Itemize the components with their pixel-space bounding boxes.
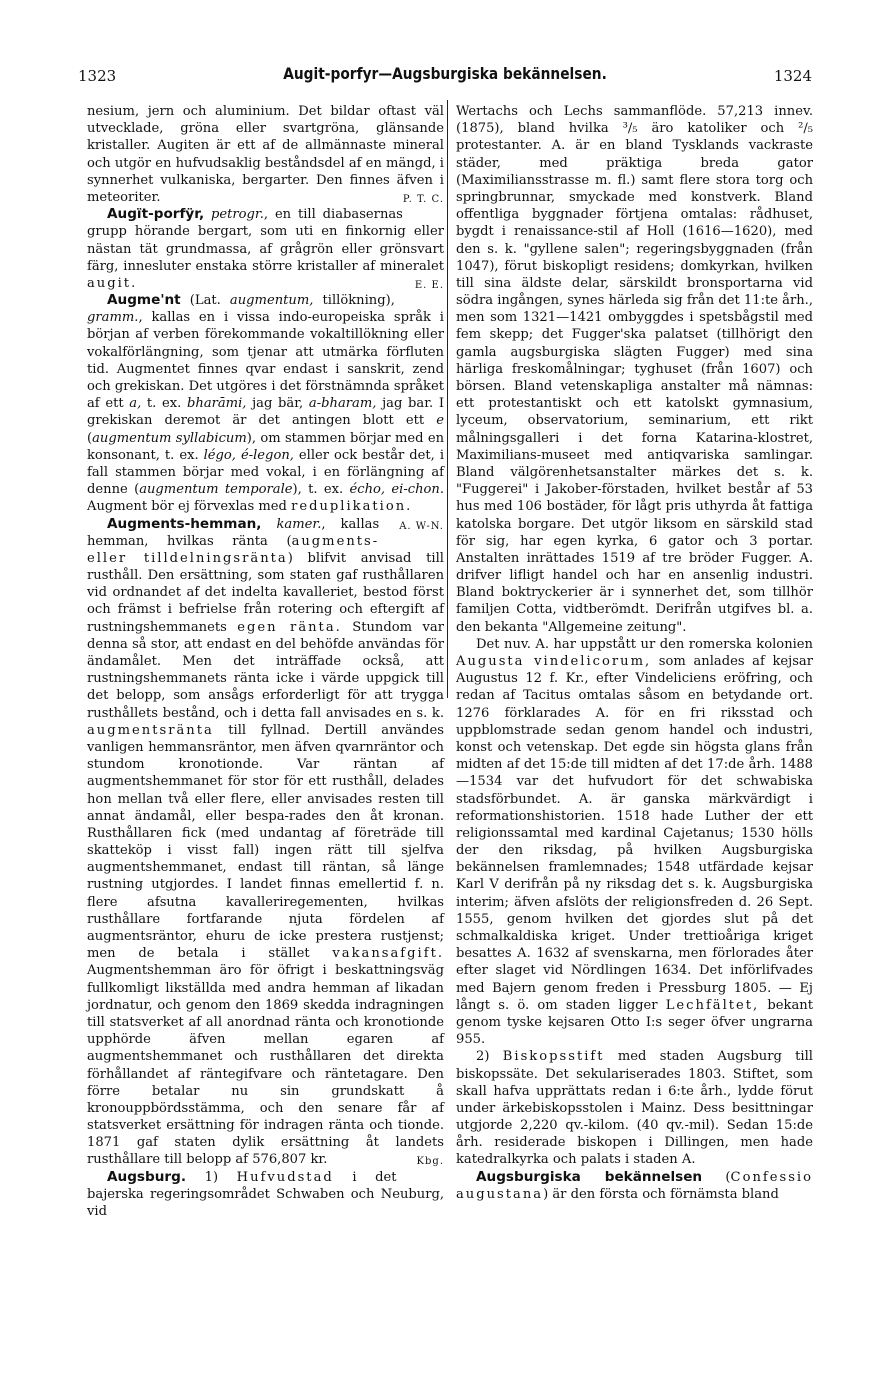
right-column [456, 103, 813, 1203]
author-signature: A. W-N. [399, 520, 444, 532]
page-number-right: 1324 [773, 67, 812, 85]
entry-augsburgiska-bekannelsen: Augsburgiska bekännelsen (Confessio augustana) är den första och förnämsta bland [456, 1168, 813, 1202]
entry-augsburg-continued: Wertachs och Lechs sammanflöde. 57,213 innev. (1875), bland hvilka ³/₅ äro katoliker och ²/₅ protestanter. A. är en bland Tysklands vackraste städer, med präktiga breda gator (Maximiliansstrasse m. fl.) samt flere stora torg och springbrunnar, smyckade med konstverk. Bland offentliga byggnader förtjena omtalas: rådhuset, bygdt i renaissance-stil af Holl (1616—1620), med den s. k. "gyllene salen"; regeringsbyggnaden (från 1047), förut biskopligt residens; domkyrkan, hvilken till sina äldste delar, särskildt bronsportarna vid södra ingången, synes härleda sig från det 11:te årh., men som 1321—1421 ombyggdes i spetsbågstil med fem skepp; det Fugger'ska palatset (tillhörigt den gamla augsburgiska slägten Fugger) med sina härliga freskomålningar; tyghuset (från 1607) och börsen. Bland vetenskapliga anstalter må nämnas: ett protestantiskt och ett katolskt gymnasium, lyceum, observatorium, seminarium, ett rikt målningsgalleri i det forna Katarina-klostret, Maximilians-museet med antiqvariska samlingar. Bland välgörenhetsanstalter märkes det s. k. "Fuggerei" i Jakober-förstaden, hvilket består af 53 hus med 106 bostäder, för lågt pris uthyrda åt fattiga katolska borgare. Det utgör liksom en särskild stad för sig, har egen kyrka, 6 gator och 3 portar. Anstalten inrättades 1519 af tre bröder Fugger. A. drifver lifligt handel och har en ansenlig industri. Bland boktryckerier är i synnerhet det, som tillhör familjen Cotta, vidtberömdt. Derifrån utgifves bl. a. den bekanta "Allgemeine zeitung". [456, 104, 814, 635]
page-header [78, 64, 812, 88]
augsburg-history: Det nuv. A. har uppstått ur den romerska kolonien Augusta vindelicorum, som anlades af kejsar Augustus 12 f. Kr., efter Vindeliciens eröfring, och redan af Tacitus omtalas såsom en betydande ort. 1276 förklarades A. för en fri riksstad och uppblomstrade sedan genom handel och industri, konst och vetenskap. Det egde sin högsta glans från midten af det 15:de till midten af det 17:de årh. 1488—1534 var det hufvudort för det schwabiska stadsförbundet. A. är ganska märkvärdigt i reformationshistorien. 1518 hade Luther der ett religionssamtal med kardinal Cajetanus; 1530 hölls der den riksdag, på hvilken Augsburgiska bekännelsen framlemnades; 1548 utfärdade kejsar Karl V derifrån på ny riksdag det s. k. Augsburgiska interim; äfven afslöts der religionsfreden d. 26 Sept. 1555, genom hvilken det gjordes slut på det schmalkaldiska kriget. Under trettioåriga kriget besattes A. 1632 af svenskarna, men förlorades åter efter slaget vid Nördlingen 1634. Det införlifvades med Bajern genom freden i Pressburg 1805. — Ej långt s. ö. om staden ligger Lechfältet, bekant genom tyske kejsaren Otto I:s seger öfver ungrarna 955. [456, 636, 813, 1048]
augsburg-bishopric: 2) Biskopsstift med staden Augsburg till biskopssäte. Det sekulariserades 1803. Stiftet, som skall hafva upprättats redan i 6:te årh., lydde förut under ärkebiskopsstolen i Mainz. Dess besittningar utgjorde 2,220 qv.-kilom. (40 qv.-mil). Sedan 15:de årh. residerade biskopen i Dillingen, men hade katedralkyrka och palats i staden A. [456, 1049, 813, 1168]
headword: Augït-porfÿr, [107, 206, 205, 223]
entry-augit-continued: nesium, jern och aluminium. Det bildar oftast väl utvecklade, gröna eller svartgröna, glänsande kristaller. Augiten är ett af de allmännaste mineral och utgör en hufvudsaklig beståndsdel af en mängd, i synnerhet vulkaniska, bergarter. Den finnes äfven i meteoriter. P. T. C. [87, 103, 444, 206]
headword: Augments-hemman, [107, 515, 262, 532]
entry-augsburg: Augsburg. 1) Hufvudstad i det bajerska regeringsområdet Schwaben och Neuburg, vid [87, 1168, 444, 1219]
column-divider [447, 100, 448, 698]
headword: Augsburg. [107, 1168, 187, 1185]
page-number-left: 1323 [78, 67, 117, 85]
entry-augment: Augme'nt (Lat. augmentum, tillökning), gramm., kallas en i vissa indo-europeiska språk i början af verben förekommande vokaltillökning eller vokalförlängning, som tjenar att utmärka förfluten tid. Augmentet finnes qvar endast i sanskrit, zend och grekiskan. Det utgöres i det förstnämnda språket af ett a, t. ex. bharāmi, jag bär, a-bharam, jag bar. I grekiskan deremot är det antingen blott ett e (augmentum syllabicum), om stammen börjar med en konsonant, t. ex. légo, é-legon, eller ock består det, i fall stammen börjar med vokal, i en förlängning af denne (augmentum temporale), t. ex. écho, ei-chon. Augment bör ej förvexlas med reduplikation. A. W-N. [87, 292, 444, 515]
running-head: Augit-porfyr—Augsburgiska bekännelsen. [283, 64, 607, 83]
left-column [87, 103, 444, 1220]
headword: Augme'nt [107, 292, 181, 309]
author-signature: Kbg. [416, 1156, 444, 1168]
entry-augments-hemman: Augments-hemman, kamer., kallas hemman, hvilkas ränta (augments- eller tilldelningsränta) blifvit anvisad till rusthåll. Den ersättning, som staten gaf rusthållaren vid ordnandet af det indelta kavalleriet, bestod först och främst i befrielse från rotering och eftergift af rustningshemmanets egen ränta. Stundom var denna så stor, att endast en del behöfde användas för ändamålet. Men det inträffade också, att rustningshemmanets ränta icke i värde uppgick till det belopp, som ansågs erforderligt för att trygga rusthållets bestånd, och i detta fall anvisades en s. k. augmentsränta till fyllnad. Dertill användes vanligen hemmansräntor, men äfven qvarnräntor och stundom kronotionde. Var räntan af augmentshemmanet för stor för ett rusthåll, delades hon mellan två eller flere, eller anvisades resten till annat ändamål, eller bespa-rades den åt kronan. Rusthållaren fick (med undantag af företräde till skatteköp i visst fall) ingen rätt till sjelfva augmentshemmanet, endast till räntan, så länge rustning utgjordes. I landet finnas emellertid f. n. flere afsutna kavalleriregementen, hvilkas rusthållare fortfarande njuta fördelen af augmentsräntor, ehuru de icke prestera rustjenst; men de betala i stället vakansafgift. Augmentshemman äro för öfrigt i beskattningsväg fullkomligt likställda med andra hemman af likadan jordnatur, och genom den 1869 skedda indragningen till statsverket af all anordnad ränta och kronotionde upphörde äfven mellan egaren af augmentshemmanet och rusthållaren det direkta förhållandet af räntegifvare och räntetagare. Den förre betalar nu sin grundskatt å kronouppbördsstämma, och den senare får af statsverket ersättning för indragen ränta och tionde. 1871 gaf staten dylik ersättning åt landets rusthållare till belopp af 576,807 kr. Kbg. [87, 516, 444, 1169]
author-signature: E. E. [414, 279, 444, 291]
entry-augit-porfyr: Augït-porfÿr, petrogr., en till diabasernas grupp hörande bergart, som uti en finkornig eller nästan tät grundmassa, af grågrön eller grönsvart färg, innesluter enstaka större kristaller af mineralet augit. E. E. [87, 206, 444, 292]
headword: Augsburgiska bekännelsen [476, 1168, 703, 1185]
author-signature: P. T. C. [402, 193, 444, 205]
